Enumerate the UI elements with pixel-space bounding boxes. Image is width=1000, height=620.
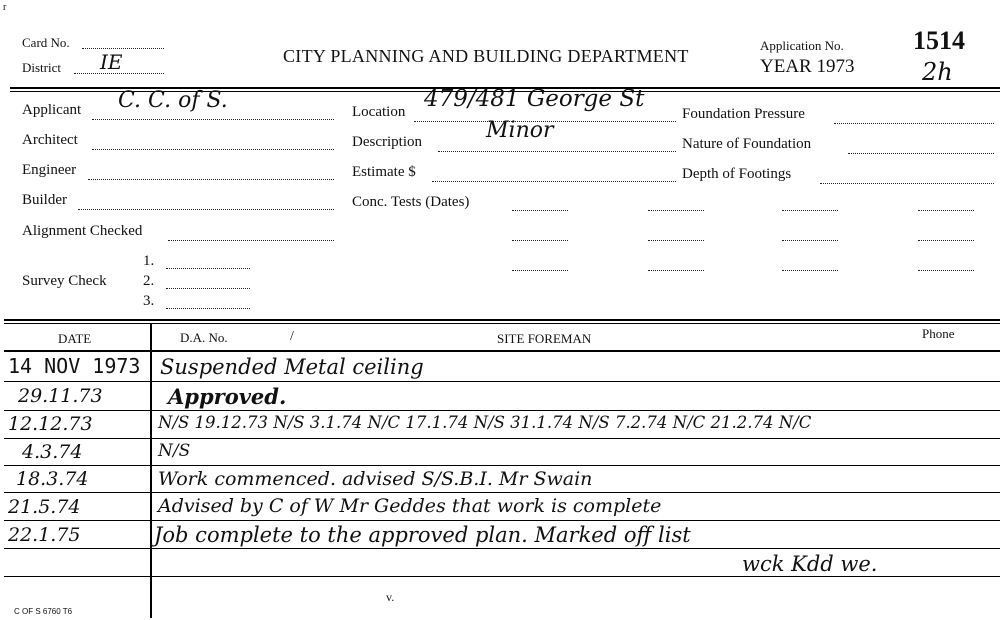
row-3-date: 12.12.73: [8, 413, 93, 435]
conc-line-3c: [782, 270, 838, 271]
date-column-divider: [150, 324, 152, 618]
depth-footings-line: [820, 183, 994, 184]
conc-line-1a: [512, 210, 568, 211]
row-rule-8: [4, 576, 1000, 577]
conc-line-1c: [782, 210, 838, 211]
survey-item-3: 3.: [143, 293, 155, 309]
description-label: Description: [352, 134, 422, 150]
description-line: [438, 151, 676, 152]
survey-item-2: 2.: [143, 273, 155, 289]
conc-tests-label: Conc. Tests (Dates): [352, 194, 470, 210]
row-2-entry: Approved.: [168, 384, 287, 409]
row-1-entry: Suspended Metal ceiling: [160, 355, 424, 379]
conc-line-1d: [918, 210, 974, 211]
engineer-label: Engineer: [22, 162, 77, 178]
foundation-pressure-line: [834, 123, 994, 124]
survey-label: Survey Check: [22, 273, 107, 289]
architect-line: [92, 149, 334, 150]
col-header-date: DATE: [58, 331, 92, 346]
row-4-date: 4.3.74: [22, 441, 83, 463]
row-6-date: 21.5.74: [8, 496, 81, 518]
form-code: C OF S 6760 T6: [14, 607, 73, 616]
description-value: Minor: [486, 118, 554, 143]
row-rule-1: [4, 381, 1000, 382]
conc-line-3b: [648, 270, 704, 271]
card-no-label: Card No.: [22, 35, 70, 50]
nature-foundation-label: Nature of Foundation: [682, 136, 812, 152]
estimate-label: Estimate $: [352, 164, 416, 180]
engineer-line: [88, 179, 334, 180]
table-rule-top-2: [4, 323, 1000, 324]
table-header-rule: [4, 350, 1000, 352]
row-rule-2: [4, 410, 1000, 411]
col-header-phone: Phone: [922, 326, 955, 341]
row-7-continuation: wck Kdd we.: [742, 552, 878, 576]
row-1-date: 14 NOV 1973: [8, 354, 141, 378]
survey-line-3: [166, 308, 250, 309]
conc-line-2c: [782, 240, 838, 241]
conc-line-3a: [512, 270, 568, 271]
applicant-value: C. C. of S.: [118, 88, 228, 113]
foundation-pressure-label: Foundation Pressure: [682, 106, 805, 122]
row-7-date: 22.1.75: [8, 524, 81, 546]
application-suffix: 2h: [922, 58, 953, 86]
conc-line-2b: [648, 240, 704, 241]
applicant-label: Applicant: [22, 102, 82, 118]
col-header-slash: /: [290, 329, 294, 344]
row-rule-6: [4, 520, 1000, 521]
row-rule-5: [4, 492, 1000, 493]
bottom-mark: v.: [386, 590, 395, 604]
district-label: District: [22, 60, 61, 75]
corner-mark: r: [3, 2, 7, 13]
location-value: 479/481 George St: [424, 86, 645, 112]
builder-label: Builder: [22, 192, 67, 208]
architect-label: Architect: [22, 132, 78, 148]
card-no-line: [82, 48, 164, 49]
row-7-entry: Job complete to the approved plan. Marked off list: [154, 523, 691, 547]
district-value: IE: [100, 50, 123, 74]
survey-item-1: 1.: [143, 253, 155, 269]
survey-line-1: [166, 268, 250, 269]
row-6-entry: Advised by C of W Mr Geddes that work is complete: [158, 495, 662, 517]
conc-line-2a: [512, 240, 568, 241]
row-5-date: 18.3.74: [16, 468, 89, 490]
row-rule-7: [4, 548, 1000, 549]
application-no-label: Application No.: [760, 38, 844, 53]
row-5-entry: Work commenced. advised S/S.B.I. Mr Swain: [158, 468, 593, 490]
row-rule-4: [4, 465, 1000, 466]
depth-footings-label: Depth of Footings: [682, 166, 792, 182]
row-3-entry: N/S 19.12.73 N/S 3.1.74 N/C 17.1.74 N/S 31.1.74 N/S 7.2.74 N/C 21.2.74 N/C: [158, 413, 812, 432]
col-header-site-foreman: SITE FOREMAN: [497, 331, 592, 346]
conc-line-3d: [918, 270, 974, 271]
conc-line-1b: [648, 210, 704, 211]
department-title: CITY PLANNING AND BUILDING DEPARTMENT: [283, 46, 689, 66]
location-label: Location: [352, 104, 406, 120]
table-rule-top: [4, 319, 1000, 321]
year-label: YEAR 1973: [760, 56, 855, 77]
survey-line-2: [166, 288, 250, 289]
col-header-da: D.A. No.: [180, 330, 228, 345]
builder-line: [78, 209, 334, 210]
applicant-line: [92, 119, 334, 120]
application-number: 1514: [913, 26, 965, 55]
row-2-date: 29.11.73: [18, 385, 103, 407]
row-rule-3: [4, 438, 1000, 439]
conc-line-2d: [918, 240, 974, 241]
row-4-entry: N/S: [158, 441, 191, 461]
nature-foundation-line: [848, 153, 994, 154]
alignment-label: Alignment Checked: [22, 223, 143, 239]
alignment-line: [168, 240, 334, 241]
estimate-line: [432, 181, 676, 182]
